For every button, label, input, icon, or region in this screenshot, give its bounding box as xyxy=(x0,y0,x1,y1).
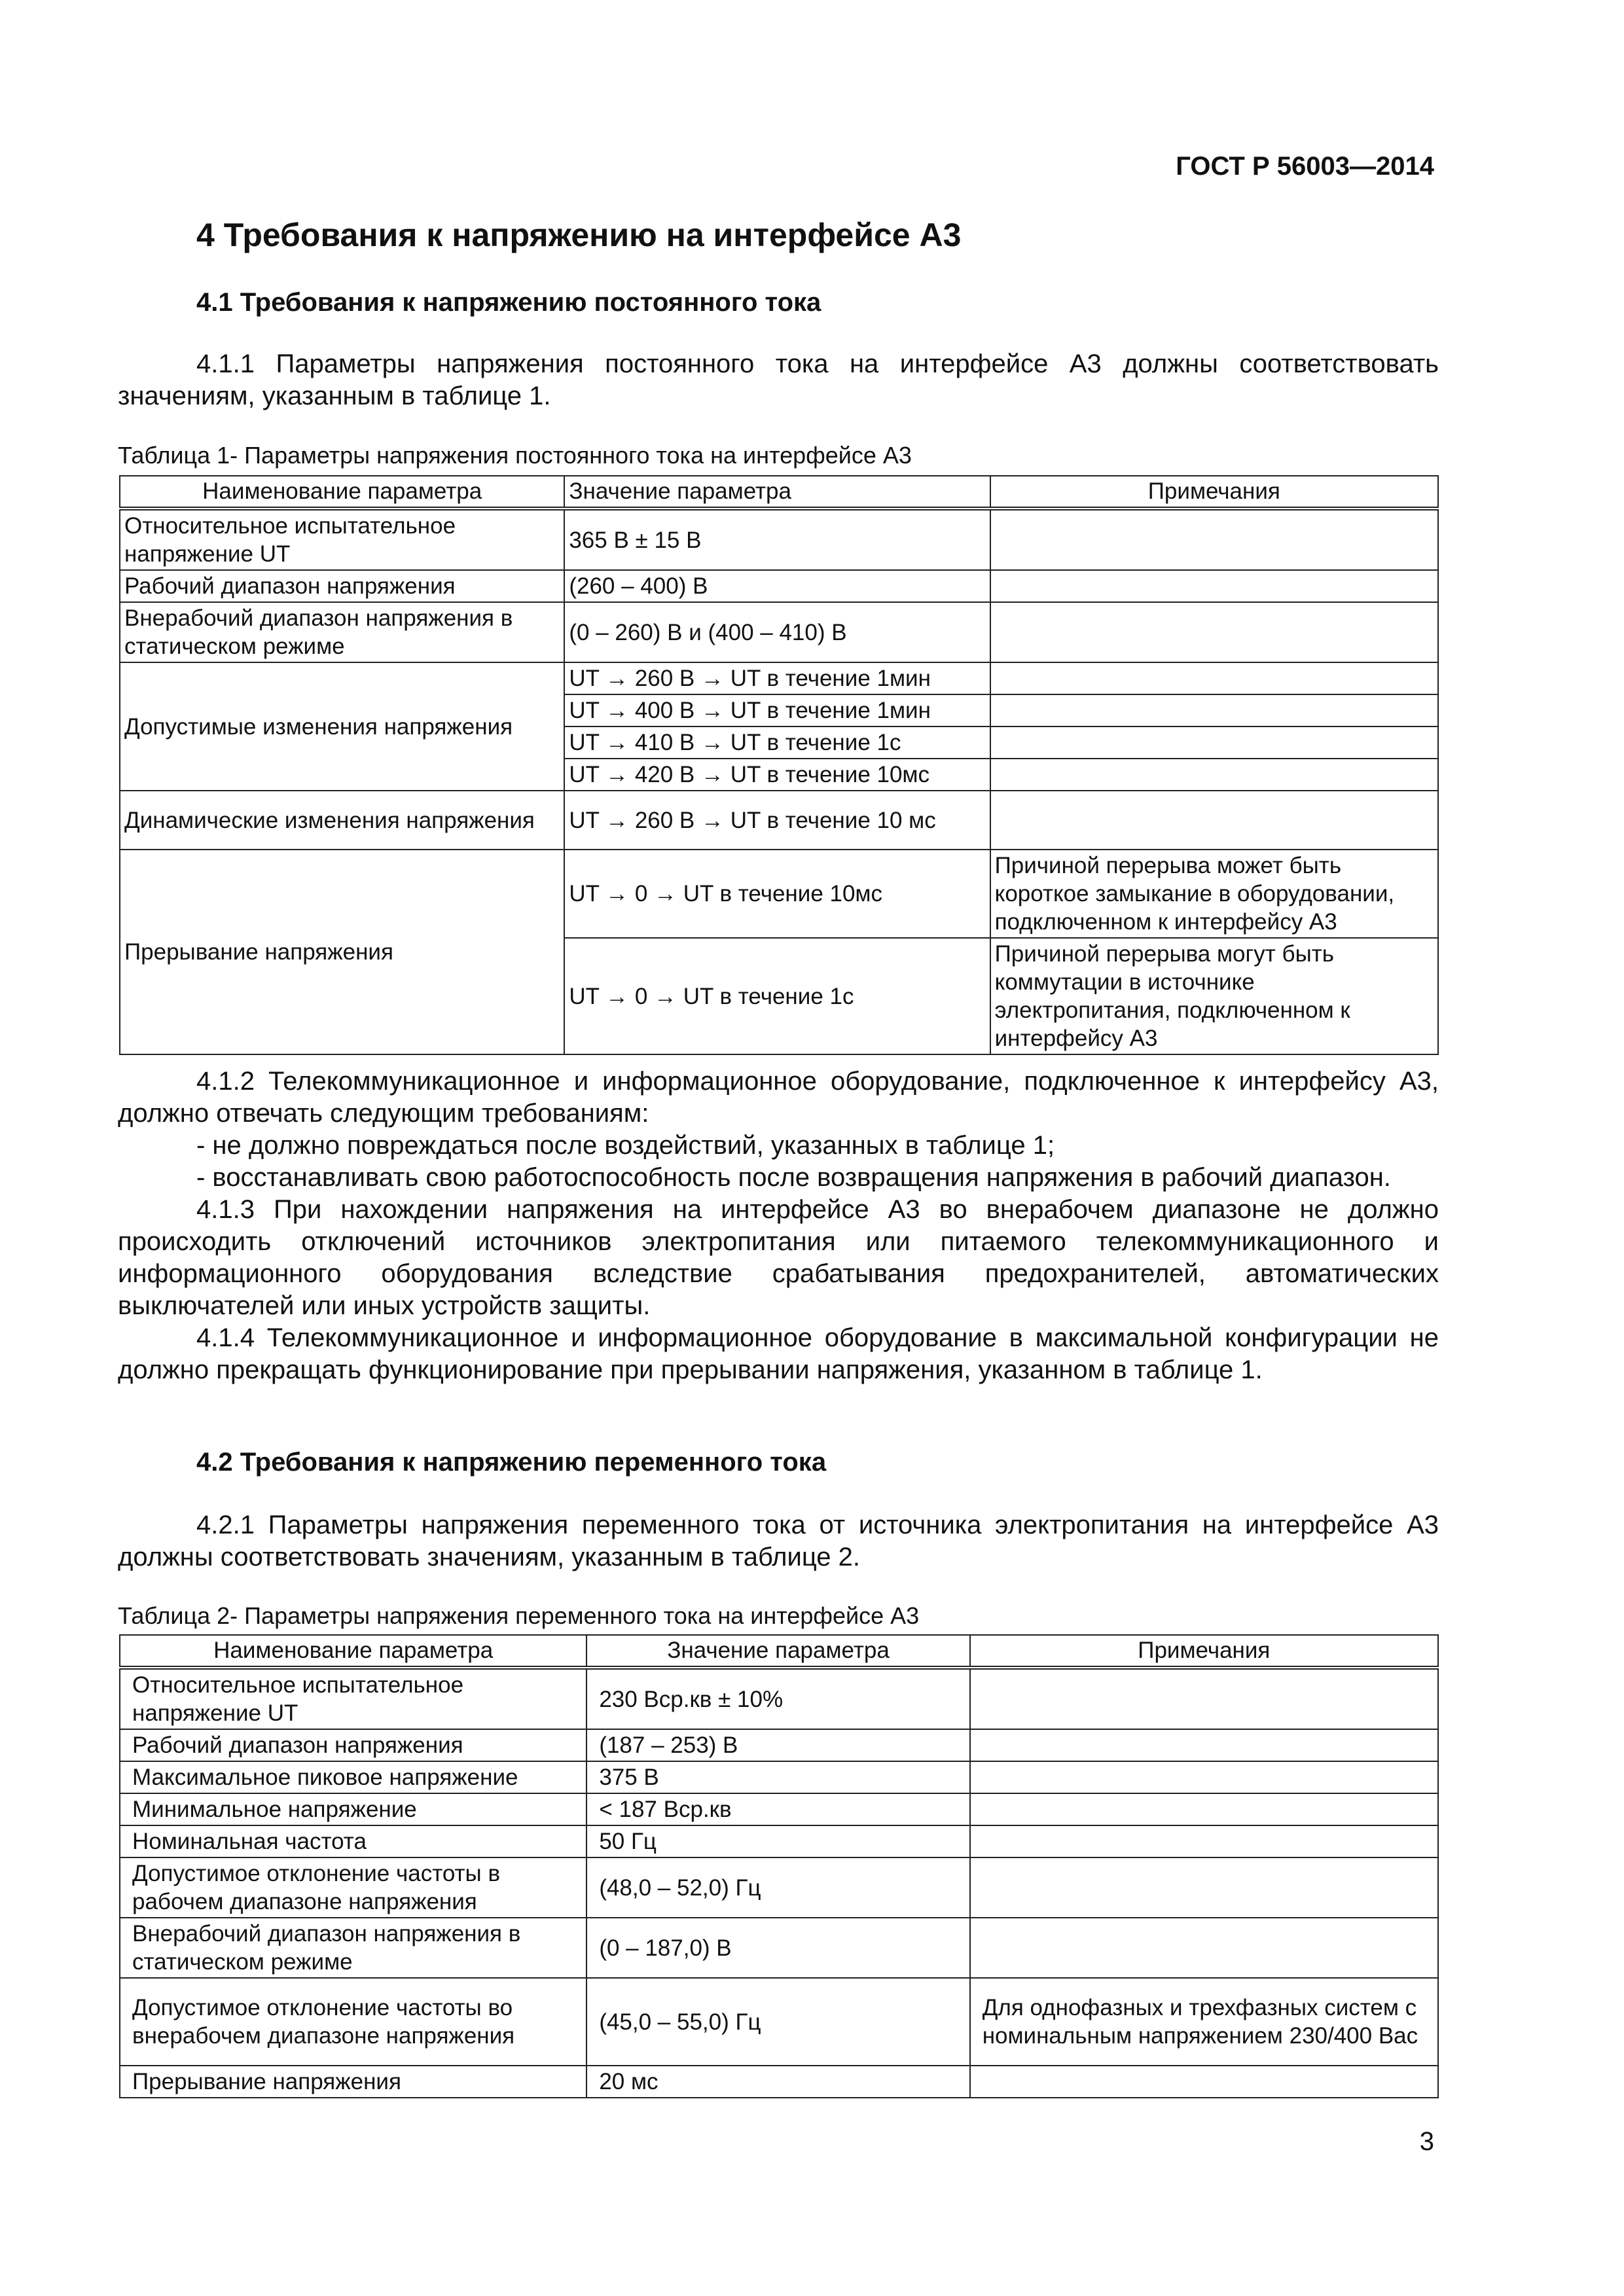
table-cell xyxy=(990,726,1438,759)
table1-header-notes: Примечания xyxy=(990,476,1438,509)
table-cell: (260 – 400) В xyxy=(564,570,990,602)
table-cell: 20 мс xyxy=(586,2066,969,2098)
paragraph-4-1-2: 4.1.2 Телекоммуникационное и информационное оборудование, подключенное к интерфейсу А3, должно отвечать следующим требованиям: xyxy=(118,1067,1439,1128)
table-cell: Причиной перерыва могут быть коммутации в источнике электропитания, подключенном к интерфейсу А3 xyxy=(990,938,1438,1054)
table-cell: UT → 0 → UT в течение 10мс xyxy=(564,850,990,938)
table-cell xyxy=(970,2066,1438,2098)
table-cell: Рабочий диапазон напряжения xyxy=(120,570,564,602)
table-cell: Относительное испытательное напряжение UT xyxy=(120,1668,586,1729)
table-cell xyxy=(990,602,1438,662)
document-code: ГОСТ Р 56003—2014 xyxy=(1176,152,1434,181)
table-cell xyxy=(970,1825,1438,1857)
table-cell: UT → 410 В → UT в течение 1с xyxy=(564,726,990,759)
table-cell: Максимальное пиковое напряжение xyxy=(120,1761,586,1793)
table-cell: Для однофазных и трехфазных систем с номинальным напряжением 230/400 Вас xyxy=(970,1978,1438,2066)
page-number: 3 xyxy=(1419,2127,1434,2156)
table-cell xyxy=(970,1857,1438,1918)
paragraph-4-1-1 xyxy=(118,348,1439,412)
bullet-item: - восстанавливать свою работоспособность после возвращения напряжения в рабочий диапазон. xyxy=(196,1163,1391,1192)
table-cell xyxy=(990,662,1438,694)
table1-caption: Таблица 1- Параметры напряжения постоянного тока на интерфейсе А3 xyxy=(118,442,912,469)
table2-header-notes: Примечания xyxy=(970,1635,1438,1668)
table-cell xyxy=(990,509,1438,570)
table-cell: UT → 420 В → UT в течение 10мс xyxy=(564,759,990,791)
table1-header-name: Наименование параметра xyxy=(120,476,564,509)
table2-caption: Таблица 2- Параметры напряжения переменного тока на интерфейсе А3 xyxy=(118,1602,920,1629)
paragraph-4-2-1 xyxy=(118,1509,1439,1573)
table-cell xyxy=(970,1918,1438,1978)
table-cell: Допустимые изменения напряжения xyxy=(120,662,564,791)
table-cell xyxy=(970,1761,1438,1793)
table-cell xyxy=(990,759,1438,791)
table-cell: (48,0 – 52,0) Гц xyxy=(586,1857,969,1918)
table-cell: UT → 400 В → UT в течение 1мин xyxy=(564,694,990,726)
table-cell: Допустимое отклонение частоты в рабочем диапазоне напряжения xyxy=(120,1857,586,1918)
table-cell: Внерабочий диапазон напряжения в статическом режиме xyxy=(120,1918,586,1978)
table2-header-value: Значение параметра xyxy=(586,1635,969,1668)
table-cell: Прерывание напряжения xyxy=(120,850,564,1054)
subsection-title-ac: 4.2 Требования к напряжению переменного тока xyxy=(196,1448,827,1477)
table-cell: (45,0 – 55,0) Гц xyxy=(586,1978,969,2066)
paragraph-text: 4.1.1 Параметры напряжения постоянного тока на интерфейсе А3 должны соответствовать значениям, указанным в таблице 1. xyxy=(118,350,1439,410)
paragraphs-4-1-2-to-4-1-4 xyxy=(118,1066,1439,1386)
table-cell: Допустимое отклонение частоты во внерабочем диапазоне напряжения xyxy=(120,1978,586,2066)
table-cell xyxy=(970,1729,1438,1761)
table-cell: (187 – 253) В xyxy=(586,1729,969,1761)
table-cell: 365 В ± 15 В xyxy=(564,509,990,570)
table-cell: Минимальное напряжение xyxy=(120,1793,586,1825)
paragraph-4-1-4: 4.1.4 Телекоммуникационное и информационное оборудование в максимальной конфигурации не должно прекращать функционирование при прерывании напряжения, указанном в таблице 1. xyxy=(118,1323,1439,1384)
table-cell: (0 – 260) В и (400 – 410) В xyxy=(564,602,990,662)
table-cell: Причиной перерыва может быть короткое замыкание в оборудовании, подключенном к интерфейсу А3 xyxy=(990,850,1438,938)
table2-header-name: Наименование параметра xyxy=(120,1635,586,1668)
paragraph-4-1-3: 4.1.3 При нахождении напряжения на интерфейсе А3 во внерабочем диапазоне не должно происходить отключений источников электропитания или питаемого телекоммуникационного и информационного оборудования вследствие срабатывания предохранителей, автоматических выключателей или иных устройств защиты. xyxy=(118,1195,1439,1320)
table-cell: Динамические изменения напряжения xyxy=(120,791,564,850)
table-cell xyxy=(990,570,1438,602)
table-cell xyxy=(970,1668,1438,1729)
table-cell xyxy=(990,791,1438,850)
table-cell: UT → 260 В → UT в течение 1мин xyxy=(564,662,990,694)
table-cell: UT → 0 → UT в течение 1с xyxy=(564,938,990,1054)
bullet-item: - не должно повреждаться после воздействий, указанных в таблице 1; xyxy=(196,1131,1055,1160)
table-cell xyxy=(970,1793,1438,1825)
table-cell-text: Относительное испытательное напряжение UT xyxy=(124,513,456,567)
table-cell xyxy=(990,694,1438,726)
table-cell: Рабочий диапазон напряжения xyxy=(120,1729,586,1761)
table-cell: Внерабочий диапазон напряжения в статическом режиме xyxy=(120,602,564,662)
table2-ac-voltage xyxy=(119,1634,1439,2098)
subsection-title-dc: 4.1 Требования к напряжению постоянного тока xyxy=(196,288,821,317)
table-cell xyxy=(120,509,564,570)
table1-dc-voltage xyxy=(119,475,1439,1055)
table-cell: 50 Гц xyxy=(586,1825,969,1857)
table1-header-value: Значение параметра xyxy=(564,476,990,509)
table-cell: 375 В xyxy=(586,1761,969,1793)
section-title: 4 Требования к напряжению на интерфейсе А3 xyxy=(196,217,962,253)
table-cell: 230 Вср.кв ± 10% xyxy=(586,1668,969,1729)
table-cell: < 187 Вср.кв xyxy=(586,1793,969,1825)
paragraph-text: 4.2.1 Параметры напряжения переменного тока от источника электропитания на интерфейсе А3 должны соответствовать значениям, указанным в таблице 2. xyxy=(118,1511,1439,1571)
table-cell: (0 – 187,0) В xyxy=(586,1918,969,1978)
table-cell: Прерывание напряжения xyxy=(120,2066,586,2098)
table-cell: UT → 260 В → UT в течение 10 мс xyxy=(564,791,990,850)
table-cell: Номинальная частота xyxy=(120,1825,586,1857)
